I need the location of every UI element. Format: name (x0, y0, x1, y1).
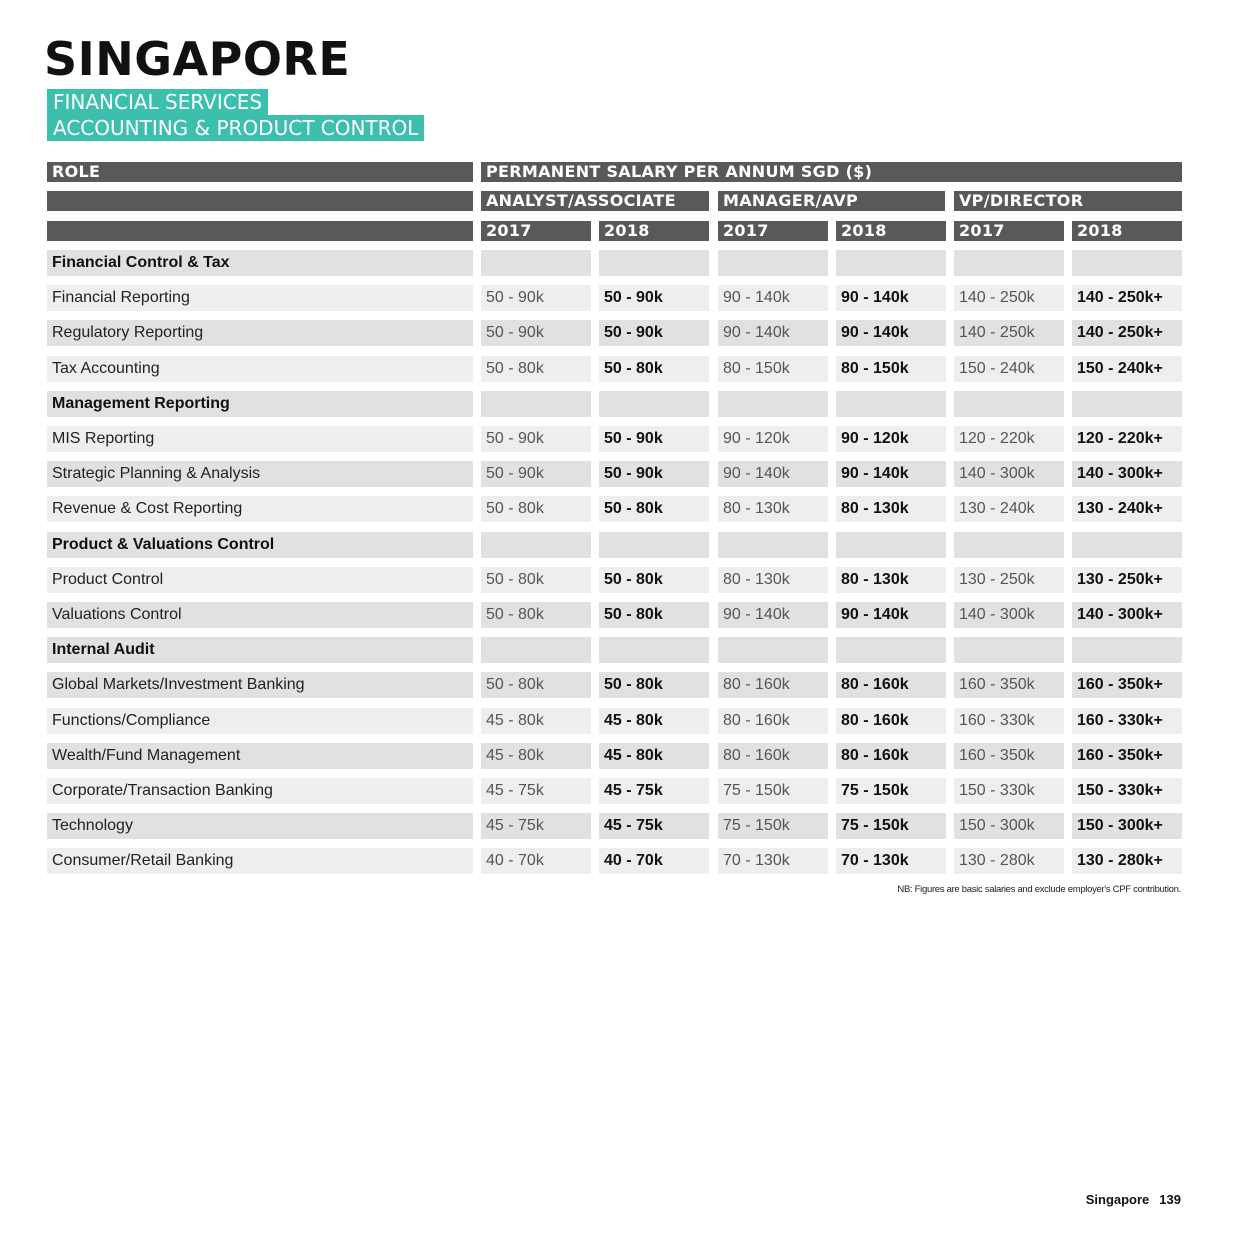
salary-header: PERMANENT SALARY PER ANNUM SGD ($) (481, 162, 1182, 182)
salary-cell: 50 - 80k (599, 567, 709, 593)
role-label: Consumer/Retail Banking (47, 848, 473, 874)
role-label: Regulatory Reporting (47, 320, 473, 346)
role-label: Global Markets/Investment Banking (47, 672, 473, 698)
salary-cell: 45 - 75k (599, 778, 709, 804)
salary-cell: 50 - 90k (599, 320, 709, 346)
section-blank-cell (599, 637, 709, 663)
salary-cell: 160 - 350k+ (1072, 672, 1182, 698)
salary-cell: 80 - 160k (718, 672, 828, 698)
salary-cell: 140 - 250k (954, 285, 1064, 311)
salary-cell: 50 - 80k (481, 567, 591, 593)
salary-cell: 80 - 160k (718, 743, 828, 769)
role-header-blank (47, 191, 473, 211)
salary-cell: 80 - 130k (836, 496, 946, 522)
section-blank-cell (954, 532, 1064, 558)
salary-cell: 50 - 90k (599, 426, 709, 452)
section-blank-cell (1072, 250, 1182, 276)
salary-cell: 50 - 90k (599, 285, 709, 311)
role-label: Tax Accounting (47, 356, 473, 382)
salary-cell: 140 - 300k+ (1072, 461, 1182, 487)
salary-cell: 150 - 300k (954, 813, 1064, 839)
salary-cell: 90 - 120k (836, 426, 946, 452)
salary-cell: 130 - 280k (954, 848, 1064, 874)
level-header: MANAGER/AVP (718, 191, 945, 211)
role-label: Valuations Control (47, 602, 473, 628)
year-header: 2017 (718, 221, 828, 241)
salary-cell: 50 - 90k (599, 461, 709, 487)
salary-cell: 130 - 240k+ (1072, 496, 1182, 522)
salary-cell: 45 - 80k (599, 743, 709, 769)
salary-cell: 45 - 75k (481, 813, 591, 839)
section-blank-cell (836, 637, 946, 663)
salary-cell: 160 - 350k+ (1072, 743, 1182, 769)
salary-cell: 150 - 240k+ (1072, 356, 1182, 382)
salary-cell: 140 - 250k (954, 320, 1064, 346)
section-blank-cell (1072, 532, 1182, 558)
level-header: ANALYST/ASSOCIATE (481, 191, 709, 211)
salary-cell: 80 - 130k (718, 496, 828, 522)
footnote: NB: Figures are basic salaries and exclude employer's CPF contribution. (897, 884, 1181, 895)
year-header: 2018 (1072, 221, 1182, 241)
salary-cell: 140 - 300k (954, 461, 1064, 487)
role-label: Strategic Planning & Analysis (47, 461, 473, 487)
salary-cell: 45 - 80k (599, 708, 709, 734)
subtitle-block (47, 89, 424, 141)
role-label: Functions/Compliance (47, 708, 473, 734)
section-blank-cell (481, 532, 591, 558)
salary-cell: 130 - 250k+ (1072, 567, 1182, 593)
salary-cell: 140 - 250k+ (1072, 285, 1182, 311)
salary-cell: 75 - 150k (718, 778, 828, 804)
page-title: SINGAPORE (44, 32, 351, 86)
role-label: Product Control (47, 567, 473, 593)
salary-cell: 40 - 70k (599, 848, 709, 874)
role-label: Wealth/Fund Management (47, 743, 473, 769)
salary-cell: 90 - 140k (718, 285, 828, 311)
section-blank-cell (718, 250, 828, 276)
salary-cell: 150 - 300k+ (1072, 813, 1182, 839)
salary-cell: 50 - 80k (481, 672, 591, 698)
salary-cell: 160 - 330k+ (1072, 708, 1182, 734)
year-header: 2018 (599, 221, 709, 241)
salary-cell: 80 - 130k (836, 567, 946, 593)
year-header: 2017 (954, 221, 1064, 241)
section-blank-cell (954, 250, 1064, 276)
salary-cell: 50 - 90k (481, 426, 591, 452)
salary-cell: 130 - 280k+ (1072, 848, 1182, 874)
section-blank-cell (836, 391, 946, 417)
role-header-blank (47, 221, 473, 241)
year-header: 2017 (481, 221, 591, 241)
footer-section: Singapore (1085, 1192, 1150, 1207)
salary-cell: 80 - 160k (718, 708, 828, 734)
year-header: 2018 (836, 221, 946, 241)
salary-cell: 130 - 250k (954, 567, 1064, 593)
section-blank-cell (481, 391, 591, 417)
section-label: Management Reporting (47, 391, 473, 417)
section-label: Financial Control & Tax (47, 250, 473, 276)
section-blank-cell (481, 637, 591, 663)
page-footer (1086, 1192, 1181, 1207)
salary-cell: 80 - 130k (718, 567, 828, 593)
salary-cell: 80 - 150k (836, 356, 946, 382)
salary-cell: 140 - 300k+ (1072, 602, 1182, 628)
section-blank-cell (599, 532, 709, 558)
salary-cell: 50 - 90k (481, 320, 591, 346)
salary-cell: 90 - 140k (836, 602, 946, 628)
section-blank-cell (718, 637, 828, 663)
section-blank-cell (599, 391, 709, 417)
salary-cell: 150 - 330k (954, 778, 1064, 804)
salary-cell: 70 - 130k (718, 848, 828, 874)
salary-cell: 70 - 130k (836, 848, 946, 874)
salary-cell: 45 - 75k (481, 778, 591, 804)
subtitle-line-2: ACCOUNTING & PRODUCT CONTROL (47, 115, 424, 141)
salary-cell: 45 - 75k (599, 813, 709, 839)
salary-cell: 90 - 140k (836, 285, 946, 311)
salary-cell: 75 - 150k (718, 813, 828, 839)
salary-cell: 90 - 140k (718, 602, 828, 628)
salary-cell: 50 - 80k (599, 602, 709, 628)
section-blank-cell (718, 391, 828, 417)
salary-cell: 50 - 80k (599, 672, 709, 698)
subtitle-line-1: FINANCIAL SERVICES (47, 89, 268, 115)
section-blank-cell (481, 250, 591, 276)
salary-cell: 120 - 220k+ (1072, 426, 1182, 452)
salary-cell: 80 - 160k (836, 743, 946, 769)
salary-cell: 50 - 80k (599, 496, 709, 522)
salary-cell: 150 - 240k (954, 356, 1064, 382)
salary-cell: 50 - 90k (481, 461, 591, 487)
section-blank-cell (954, 637, 1064, 663)
salary-cell: 50 - 90k (481, 285, 591, 311)
salary-cell: 80 - 160k (836, 708, 946, 734)
section-blank-cell (1072, 637, 1182, 663)
section-blank-cell (954, 391, 1064, 417)
salary-cell: 130 - 240k (954, 496, 1064, 522)
section-blank-cell (836, 250, 946, 276)
salary-cell: 120 - 220k (954, 426, 1064, 452)
salary-cell: 45 - 80k (481, 708, 591, 734)
page-number: 139 (1159, 1192, 1181, 1207)
role-label: Technology (47, 813, 473, 839)
salary-cell: 160 - 330k (954, 708, 1064, 734)
section-blank-cell (1072, 391, 1182, 417)
salary-cell: 75 - 150k (836, 813, 946, 839)
role-label: Financial Reporting (47, 285, 473, 311)
level-header: VP/DIRECTOR (954, 191, 1182, 211)
salary-cell: 80 - 160k (836, 672, 946, 698)
salary-cell: 50 - 80k (481, 496, 591, 522)
salary-cell: 50 - 80k (481, 356, 591, 382)
salary-cell: 45 - 80k (481, 743, 591, 769)
section-label: Internal Audit (47, 637, 473, 663)
section-blank-cell (836, 532, 946, 558)
salary-cell: 90 - 140k (718, 320, 828, 346)
salary-cell: 160 - 350k (954, 672, 1064, 698)
role-label: Revenue & Cost Reporting (47, 496, 473, 522)
salary-cell: 50 - 80k (599, 356, 709, 382)
salary-cell: 90 - 140k (718, 461, 828, 487)
role-header: ROLE (47, 162, 473, 182)
salary-cell: 80 - 150k (718, 356, 828, 382)
role-label: MIS Reporting (47, 426, 473, 452)
salary-cell: 90 - 120k (718, 426, 828, 452)
section-blank-cell (718, 532, 828, 558)
salary-cell: 140 - 300k (954, 602, 1064, 628)
salary-cell: 50 - 80k (481, 602, 591, 628)
salary-cell: 75 - 150k (836, 778, 946, 804)
salary-cell: 150 - 330k+ (1072, 778, 1182, 804)
role-label: Corporate/Transaction Banking (47, 778, 473, 804)
salary-cell: 140 - 250k+ (1072, 320, 1182, 346)
section-blank-cell (599, 250, 709, 276)
salary-cell: 90 - 140k (836, 320, 946, 346)
salary-cell: 160 - 350k (954, 743, 1064, 769)
salary-cell: 40 - 70k (481, 848, 591, 874)
section-label: Product & Valuations Control (47, 532, 473, 558)
salary-cell: 90 - 140k (836, 461, 946, 487)
